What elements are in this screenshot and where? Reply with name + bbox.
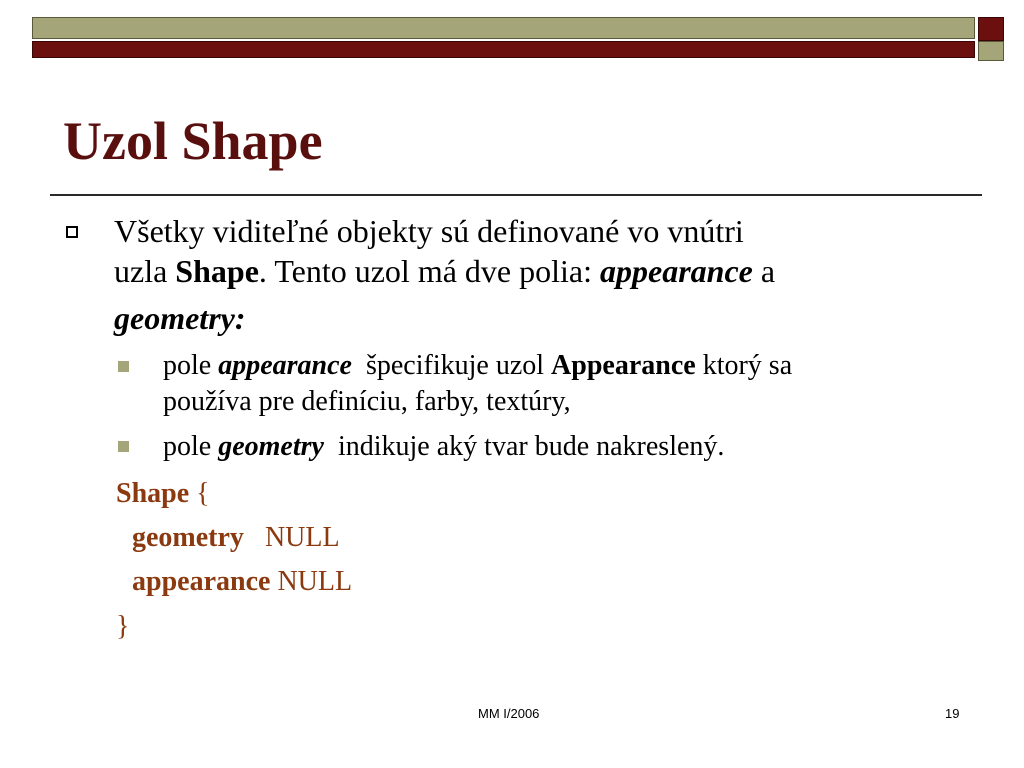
olive-square-bullet-icon	[118, 441, 129, 452]
code-line-geometry: geometry NULL	[132, 522, 340, 553]
header-olive-bar	[32, 17, 975, 39]
code-line-shape: Shape {	[116, 478, 210, 509]
slide-title: Uzol Shape	[63, 111, 323, 171]
title-divider	[50, 194, 982, 196]
header-maroon-square	[978, 17, 1004, 41]
code-line-close-brace: }	[116, 611, 130, 642]
bullet1-line3: geometry:	[114, 300, 246, 336]
sub-bullet2-line1: pole geometry indikuje aký tvar bude nakreslený.	[163, 431, 725, 462]
footer-center-text: MM I/2006	[478, 706, 540, 721]
code-line-appearance: appearance NULL	[132, 566, 353, 597]
slide-number: 19	[945, 706, 960, 721]
olive-square-bullet-icon	[118, 361, 129, 372]
header-olive-square	[978, 41, 1004, 61]
bullet1-line1: Všetky viditeľné objekty sú definované vo vnútri	[114, 213, 744, 249]
sub-bullet1-line1: pole appearance špecifikuje uzol Appearance ktorý sa	[163, 350, 793, 381]
bullet1-line2: uzla Shape. Tento uzol má dve polia: appearance a	[114, 253, 776, 289]
header-maroon-bar	[32, 41, 975, 58]
hollow-square-bullet-icon	[66, 226, 78, 238]
sub-bullet1-line2: používa pre definíciu, farby, textúry,	[163, 386, 571, 417]
